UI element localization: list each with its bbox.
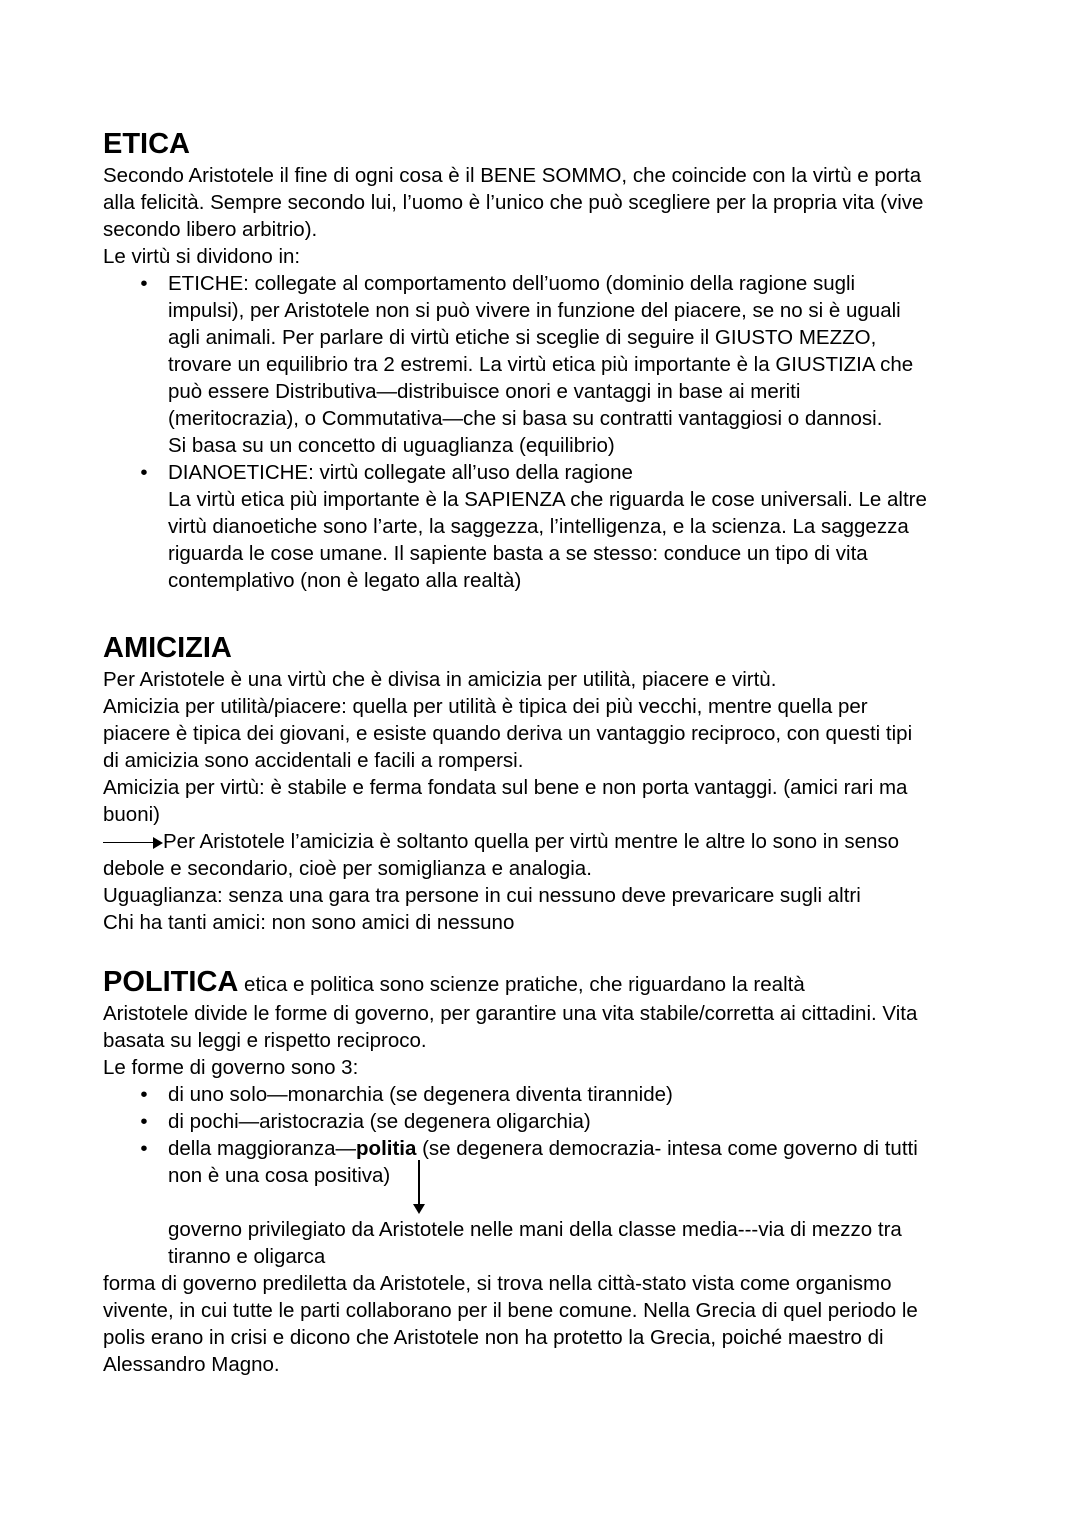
list-item-monarchia (140, 1081, 983, 1108)
bullet-icon: • (140, 1137, 148, 1160)
bullet-text: (se degenera democrazia- intesa come governo di tutti (416, 1137, 918, 1160)
closing-line: vivente, in cui tutte le parti collaborano per il bene comune. Nella Grecia di quel periodo le (103, 1299, 918, 1322)
bullet-line: virtù dianoetiche sono l’arte, la saggezza, l’intelligenza, e la scienza. La saggezza (168, 515, 909, 538)
bullet-line: agli animali. Per parlare di virtù etiche si sceglie di seguire il GIUSTO MEZZO, (168, 326, 877, 349)
politia-note (103, 1216, 983, 1270)
closing-line: forma di governo prediletta da Aristotele, si trova nella città-stato vista come organismo (103, 1272, 892, 1295)
list-item-aristocrazia (140, 1108, 983, 1135)
bullet-line: riguarda le cose umane. Il sapiente basta a se stesso: conduce un tipo di vita (168, 542, 868, 565)
bullet-line: DIANOETICHE: virtù collegate all’uso della ragione (168, 461, 633, 484)
amicizia-line: Amicizia per utilità/piacere: quella per utilità è tipica dei più vecchi, mentre quella per (103, 695, 868, 718)
virtue-list (103, 270, 983, 594)
politica-heading-row (103, 964, 983, 1000)
bullet-icon: • (140, 461, 148, 484)
bullet-line: Si basa su un concetto di uguaglianza (equilibrio) (168, 434, 615, 457)
closing-line: polis erano in crisi e dicono che Aristotele non ha protetto la Grecia, poiché maestro di (103, 1326, 884, 1349)
etica-intro-line: secondo libero arbitrio). (103, 218, 318, 241)
bullet-line: può essere Distributiva—distribuisce onori e vantaggi in base ai meriti (168, 380, 801, 403)
etica-intro-line: Secondo Aristotele il fine di ogni cosa è il BENE SOMMO, che coincide con la virtù e porta (103, 164, 922, 187)
amicizia-line: debole e secondario, cioè per somiglianza e analogia. (103, 857, 592, 880)
document-page (103, 126, 983, 1404)
section-amicizia (103, 630, 983, 936)
bullet-line: di pochi—aristocrazia (se degenera oligarchia) (168, 1110, 591, 1133)
etica-intro-line: Le virtù si dividono in: (103, 245, 301, 268)
bullet-line: contemplativo (non è legato alla realtà) (168, 569, 522, 592)
section-politica (103, 964, 983, 1378)
amicizia-line: Amicizia per virtù: è stabile e ferma fondata sul bene e non porta vantaggi. (amici rari ma (103, 776, 908, 799)
section-etica (103, 126, 983, 594)
bullet-text: della maggioranza— (168, 1137, 357, 1160)
bullet-icon: • (140, 1110, 148, 1133)
amicizia-line: di amicizia sono accidentali e facili a rompersi. (103, 749, 524, 772)
government-list (103, 1081, 983, 1189)
amicizia-line: Chi ha tanti amici: non sono amici di nessuno (103, 911, 515, 934)
politica-line: Aristotele divide le forme di governo, per garantire una vita stabile/corretta ai cittadini. Vita (103, 1002, 918, 1025)
amicizia-arrow-text: Per Aristotele l’amicizia è soltanto quella per virtù mentre le altre lo sono in senso (163, 830, 900, 853)
note-line: tiranno e oligarca (168, 1245, 326, 1268)
amicizia-arrow-line (103, 828, 983, 855)
bullet-icon: • (140, 272, 148, 295)
right-arrow-icon (103, 838, 163, 848)
politica-line: basata su leggi e rispetto reciproco. (103, 1029, 427, 1052)
list-item-etiche (140, 270, 983, 459)
politia-bold: politia (356, 1137, 417, 1160)
bullet-line: di uno solo—monarchia (se degenera diventa tirannide) (168, 1083, 673, 1106)
list-item-politia (140, 1135, 983, 1189)
etica-intro-line: alla felicità. Sempre secondo lui, l’uomo è l’unico che può scegliere per la propria vita (vive (103, 191, 924, 214)
amicizia-line: Uguaglianza: senza una gara tra persone in cui nessuno deve prevaricare sugli altri (103, 884, 861, 907)
bullet-line: impulsi), per Aristotele non si può vivere in funzione del piacere, se no si è uguali (168, 299, 901, 322)
bullet-line (168, 1135, 983, 1162)
list-item-dianoetiche (140, 459, 983, 594)
down-arrow-icon (413, 1160, 425, 1214)
heading-amicizia: AMICIZIA (103, 632, 232, 664)
politica-subtitle: etica e politica sono scienze pratiche, che riguardano la realtà (244, 973, 805, 996)
heading-politica: POLITICA (103, 966, 239, 998)
bullet-line: (meritocrazia), o Commutativa—che si basa su contratti vantaggiosi o dannosi. (168, 407, 883, 430)
heading-etica: ETICA (103, 128, 190, 160)
bullet-line: La virtù etica più importante è la SAPIENZA che riguarda le cose universali. Le altre (168, 488, 927, 511)
politica-line: Le forme di governo sono 3: (103, 1056, 359, 1079)
bullet-text: non è una cosa positiva) (168, 1164, 391, 1187)
bullet-line: ETICHE: collegate al comportamento dell’uomo (dominio della ragione sugli (168, 272, 856, 295)
amicizia-line: Per Aristotele è una virtù che è divisa in amicizia per utilità, piacere e virtù. (103, 668, 777, 691)
bullet-icon: • (140, 1083, 148, 1106)
bullet-line: trovare un equilibrio tra 2 estremi. La virtù etica più importante è la GIUSTIZIA che (168, 353, 914, 376)
closing-line: Alessandro Magno. (103, 1353, 280, 1376)
bullet-line (168, 1162, 983, 1189)
amicizia-line: piacere è tipica dei giovani, e esiste quando deriva un vantaggio reciproco, con questi tipi (103, 722, 913, 745)
note-line: governo privilegiato da Aristotele nelle mani della classe media---via di mezzo tra (168, 1218, 902, 1241)
amicizia-line: buoni) (103, 803, 160, 826)
